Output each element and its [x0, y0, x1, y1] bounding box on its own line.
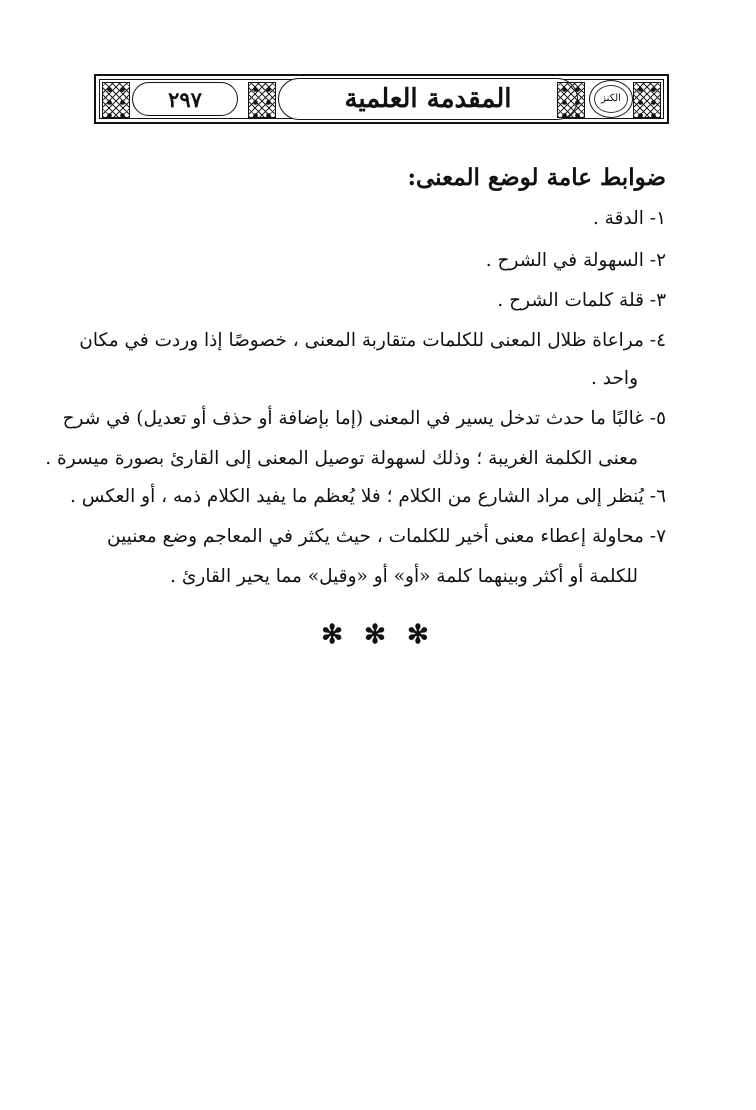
ornament-band-right-inner — [557, 82, 585, 118]
title-cartouche — [278, 78, 578, 120]
ornament-band-left-inner — [248, 82, 276, 118]
list-item-7: ٧- محاولة إعطاء معنى أخير للكلمات ، حيث يكثر في المعاجم وضع معنيين — [107, 526, 666, 547]
list-item-5: ٥- غالبًا ما حدث تدخل يسير في المعنى (إما بإضافة أو حذف أو تعديل) في شرح — [62, 408, 666, 429]
list-item-5-continued: معنى الكلمة الغريبة ؛ وذلك لسهولة توصيل المعنى إلى القارئ بصورة ميسرة . — [45, 448, 638, 469]
list-item-3: ٣- قلة كلمات الشرح . — [497, 290, 666, 311]
page-number-cartouche — [132, 82, 238, 116]
page-header — [94, 74, 669, 124]
page-number: ٢٩٧ — [168, 86, 202, 112]
section-separator: ✻ ✻ ✻ — [321, 620, 435, 650]
publisher-logo — [589, 80, 633, 118]
list-item-7-continued: للكلمة أو أكثر وبينهما كلمة «أو» أو «وقيل» مما يحير القارئ . — [170, 566, 638, 587]
list-item-4-continued: واحد . — [591, 368, 638, 389]
list-item-6: ٦- يُنظر إلى مراد الشارع من الكلام ؛ فلا يُعظم ما يفيد الكلام ذمه ، أو العكس . — [70, 486, 666, 507]
section-heading: ضوابط عامة لوضع المعنى: — [407, 164, 666, 191]
list-item-1: ١- الدقة . — [592, 208, 666, 229]
running-title: المقدمة العلمية — [344, 84, 512, 114]
ornament-band-right — [633, 82, 661, 118]
logo-text: الكنز — [601, 93, 621, 104]
list-item-4: ٤- مراعاة ظلال المعنى للكلمات متقاربة المعنى ، خصوصًا إذا وردت في مكان — [79, 330, 666, 351]
ornament-band-left — [102, 82, 130, 118]
list-item-2: ٢- السهولة في الشرح . — [485, 250, 666, 271]
